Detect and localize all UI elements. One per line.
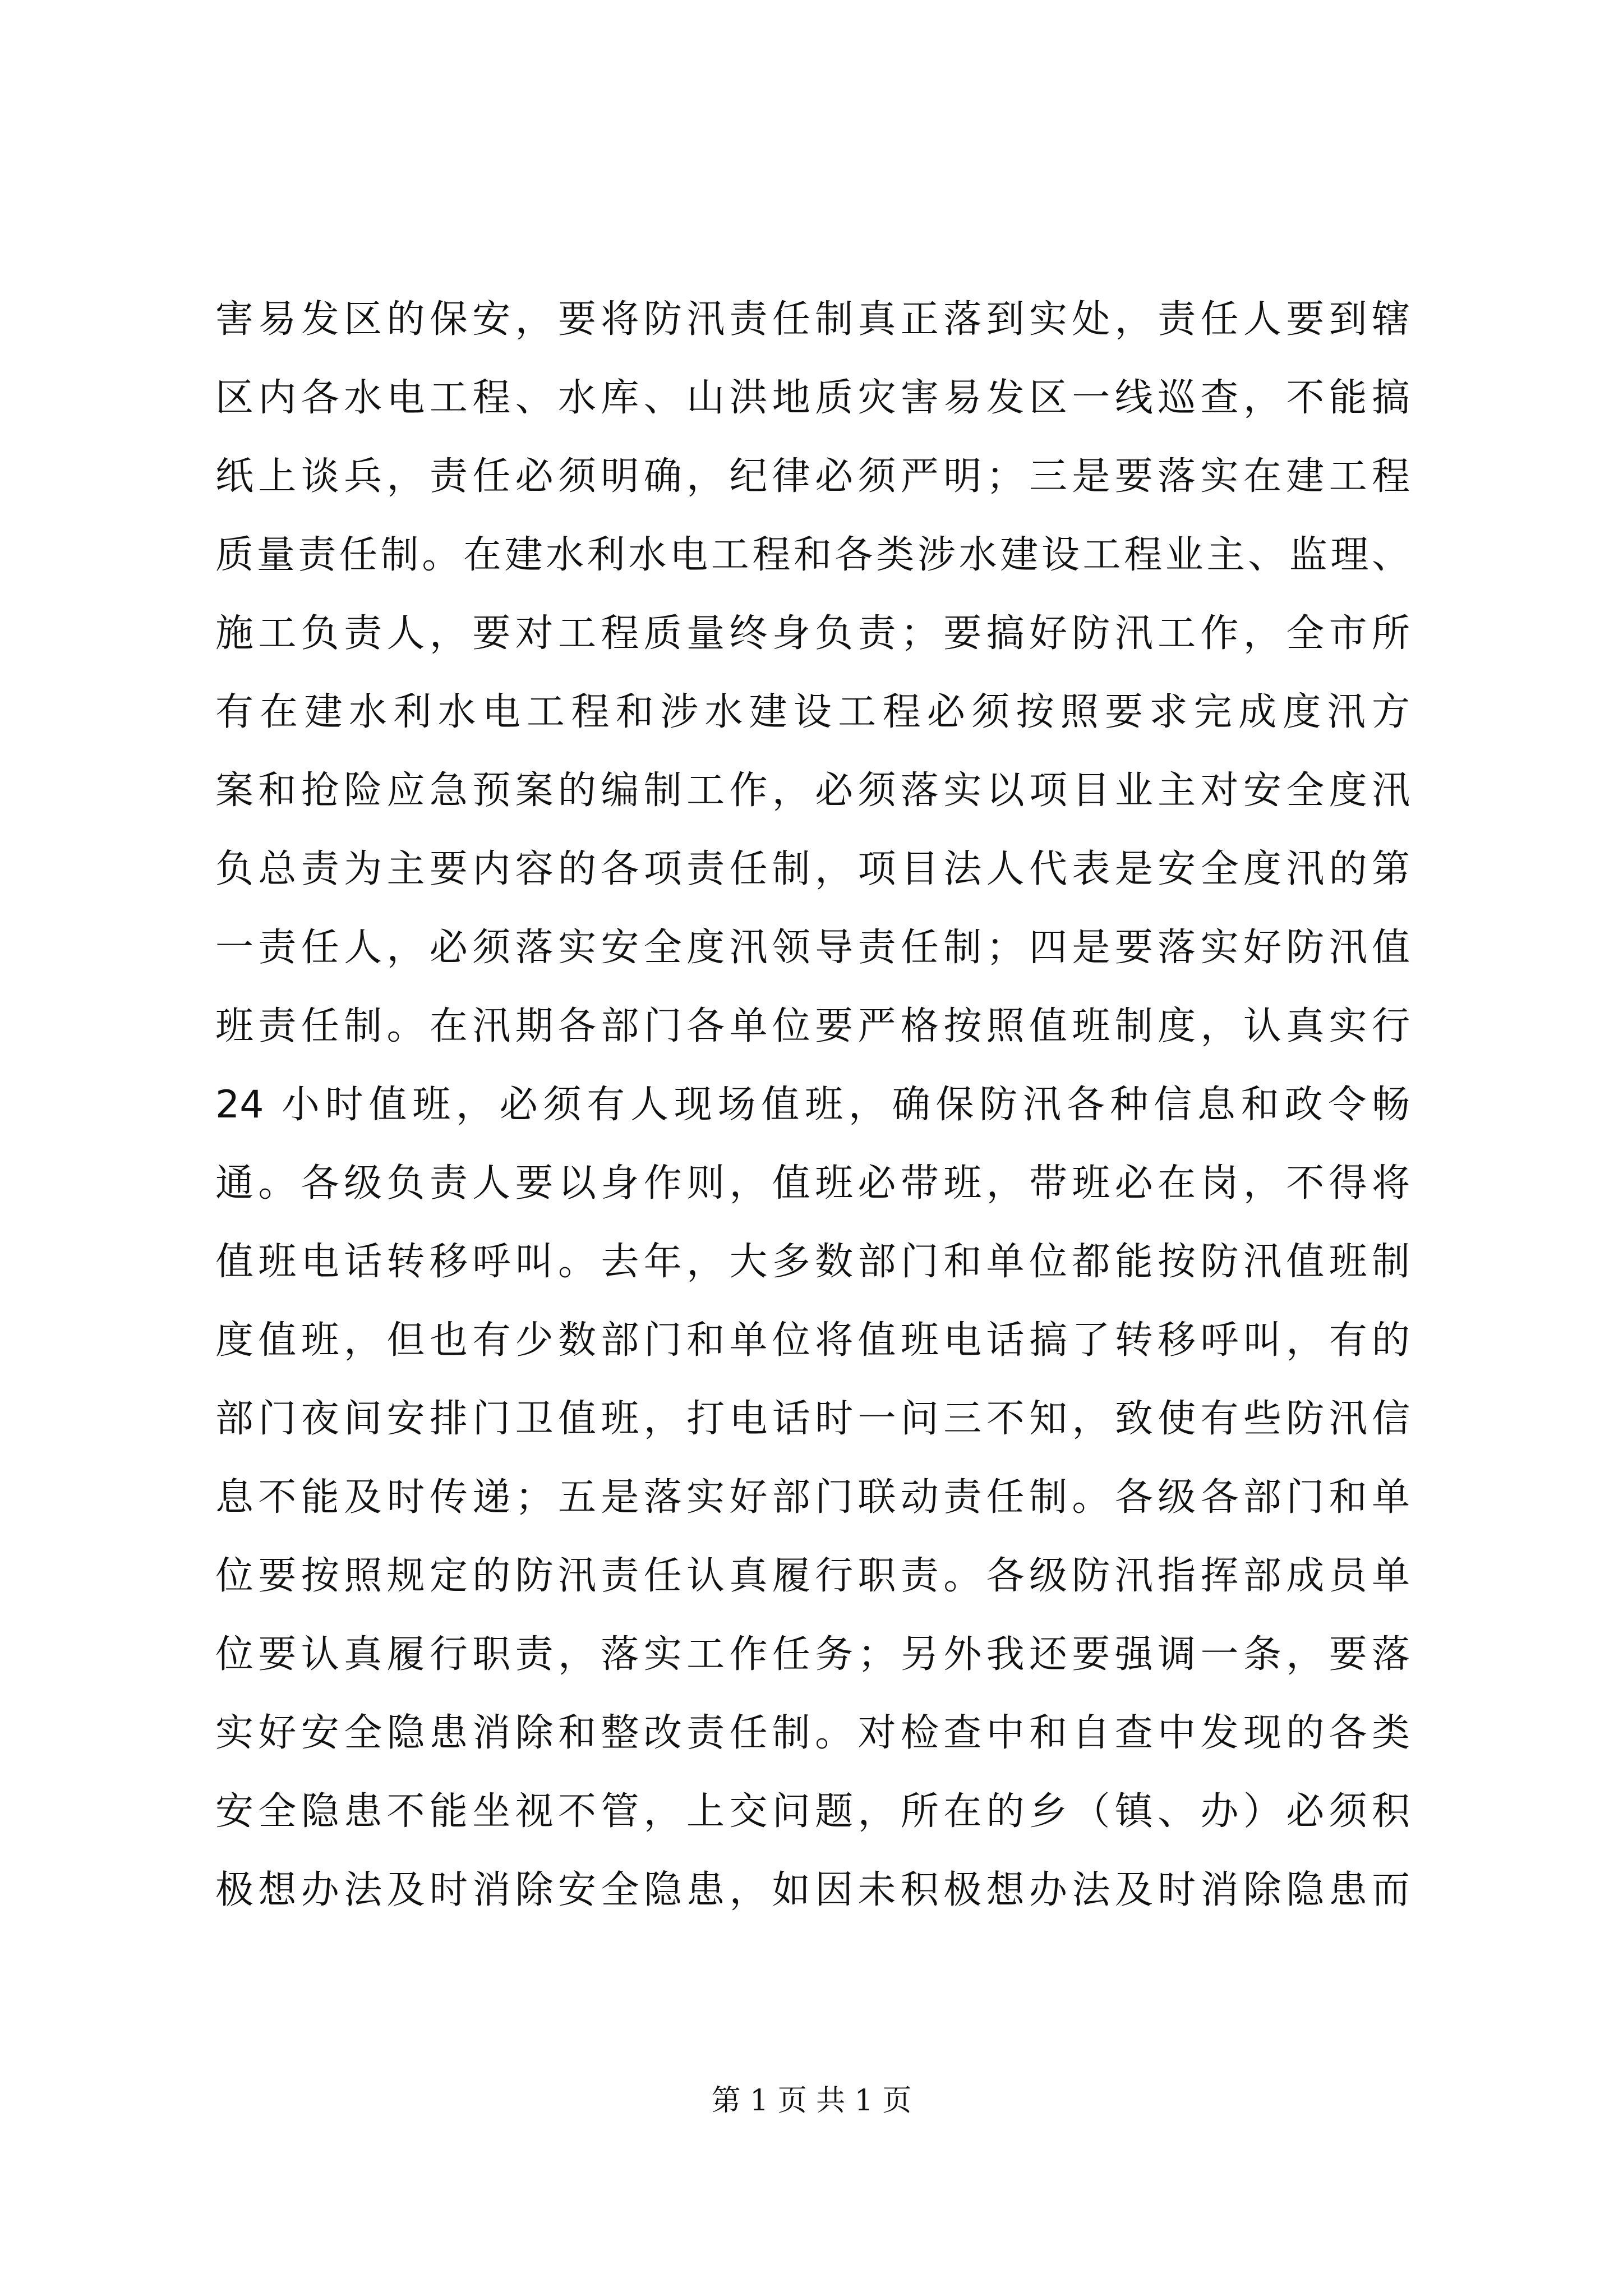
- text-line: 值班电话转移呼叫。去年，大多数部门和单位都能按防汛值班制: [215, 1240, 1410, 1284]
- body-text: [215, 280, 1410, 1930]
- text-line: 极想办法及时消除安全隐患，如因未积极想办法及时消除隐患而: [215, 1868, 1410, 1912]
- page-footer: [0, 2081, 1623, 2120]
- text-line: 位要按照规定的防汛责任认真履行职责。各级防汛指挥部成员单: [215, 1554, 1410, 1598]
- text-line: 纸上谈兵，责任必须明确，纪律必须严明；三是要落实在建工程: [215, 454, 1410, 499]
- text-line: 有在建水利水电工程和涉水建设工程必须按照要求完成度汛方: [215, 690, 1410, 734]
- text-line: 24 小时值班，必须有人现场值班，确保防汛各种信息和政令畅: [215, 1083, 1410, 1127]
- text-line: 一责任人，必须落实安全度汛领导责任制；四是要落实好防汛值: [215, 926, 1410, 970]
- text-line: 通。各级负责人要以身作则，值班必带班，带班必在岗，不得将: [215, 1161, 1410, 1205]
- text-line: 位要认真履行职责，落实工作任务；另外我还要强调一条，要落: [215, 1632, 1410, 1677]
- text-line: 害易发区的保安，要将防汛责任制真正落到实处，责任人要到辖: [215, 297, 1410, 342]
- text-line: 部门夜间安排门卫值班，打电话时一问三不知，致使有些防汛信: [215, 1397, 1410, 1441]
- text-line: 区内各水电工程、水库、山洪地质灾害易发区一线巡查，不能搞: [215, 376, 1410, 420]
- text-line: 安全隐患不能坐视不管，上交问题，所在的乡（镇、办）必须积: [215, 1789, 1410, 1834]
- text-line: 负总责为主要内容的各项责任制，项目法人代表是安全度汛的第: [215, 847, 1410, 891]
- text-line: 班责任制。在汛期各部门各单位要严格按照值班制度，认真实行: [215, 1004, 1410, 1048]
- text-line: 案和抢险应急预案的编制工作，必须落实以项目业主对安全度汛: [215, 769, 1410, 813]
- page-number-label: 第 1 页 共 1 页: [711, 2084, 912, 2118]
- text-line: 质量责任制。在建水利水电工程和各类涉水建设工程业主、监理、: [215, 533, 1410, 577]
- text-line: 施工负责人，要对工程质量终身负责；要搞好防汛工作，全市所: [215, 611, 1410, 656]
- text-line: 度值班，但也有少数部门和单位将值班电话搞了转移呼叫，有的: [215, 1318, 1410, 1363]
- text-line: 息不能及时传递；五是落实好部门联动责任制。各级各部门和单: [215, 1475, 1410, 1520]
- text-line: 实好安全隐患消除和整改责任制。对检查中和自查中发现的各类: [215, 1711, 1410, 1755]
